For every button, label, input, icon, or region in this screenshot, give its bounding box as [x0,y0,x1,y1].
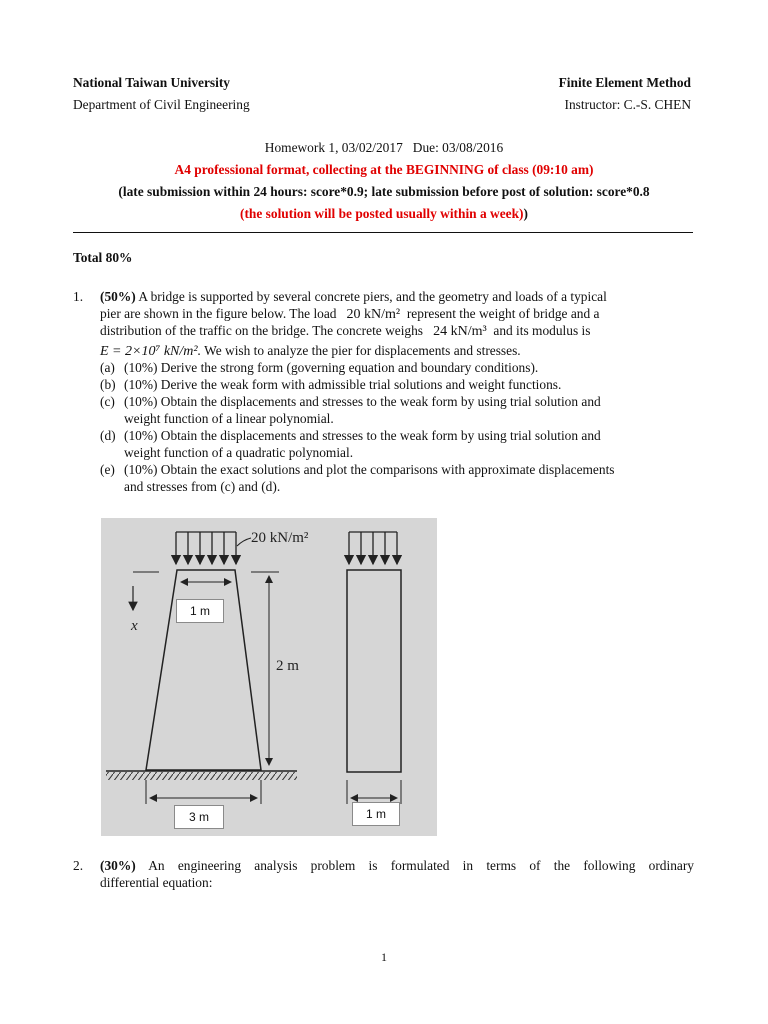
part-a [100,360,538,377]
pier-figure [101,518,437,836]
problem1-text-2b: represent the weight of bridge and a [406,306,600,321]
part-b-label: (b) [100,377,116,392]
load-arrows-right [349,532,397,564]
instructor-name: Instructor: C.-S. CHEN [564,97,691,112]
ground-hatch [106,772,297,780]
problem1-number: 1. [73,289,84,304]
load-leader-line [237,538,251,546]
late-policy: (late submission within 24 hours: score*0.9; late submission before post of solution: score*0.8 [118,184,650,199]
load-arrows-left [176,532,236,564]
problem2-weight: (30%) [100,858,136,873]
pier-diagram [101,518,437,836]
problem2-number: 2. [73,858,84,873]
side-width-callout: 1 m [352,802,400,826]
part-d-cont: weight function of a quadratic polynomial. [124,445,354,460]
part-c-text: (10%) Obtain the displacements and stresses to the weak form by using trial solution and [124,394,601,409]
problem2-line1 [100,858,694,875]
part-c-label: (c) [100,394,115,409]
load-label: 20 kN/m² [251,530,309,546]
department-name: Department of Civil Engineering [73,97,250,112]
problem1-line1 [100,289,694,306]
course-title: Finite Element Method [558,75,691,90]
modulus-value: E = 2×10⁷ kN/m². [100,344,202,359]
side-rectangle [347,570,401,772]
part-d-text: (10%) Obtain the displacements and stresses to the weak form by using trial solution and [124,428,601,443]
bottom-width-callout: 3 m [174,805,224,829]
problem1-line2 [100,306,694,324]
problem1-text-4b: We wish to analyze the pier for displacements and stresses. [204,343,521,358]
height-label: 2 m [276,658,299,674]
top-width-callout: 1 m [176,599,224,623]
problem1-text-1: A bridge is supported by several concrete piers, and the geometry and loads of a typical [138,289,607,304]
solution-note: (the solution will be posted usually within a week) [240,206,524,221]
part-d-label: (d) [100,428,116,443]
page-number: 1 [381,950,387,964]
problem2-text-1: An engineering analysis problem is formulated in terms of the following ordinary [148,858,694,873]
solution-close-paren: ) [523,206,528,221]
university-name: National Taiwan University [73,75,230,90]
homework-line: Homework 1, 03/02/2017 Due: 03/08/2016 [264,140,504,155]
density-value: 24 kN/m³ [433,324,487,339]
part-e-text: (10%) Obtain the exact solutions and plot the comparisons with approximate displacements [124,462,615,477]
format-note: A4 professional format, collecting at the BEGINNING of class (09:10 am) [174,162,594,177]
problem1-line3 [100,323,694,341]
part-c [100,394,601,411]
part-e [100,462,615,479]
problem1-text-3a: distribution of the traffic on the bridge. The concrete weighs [100,323,424,338]
total-score: Total 80% [73,250,133,265]
part-e-label: (e) [100,462,115,477]
solution-line [0,206,768,222]
part-a-text: (10%) Derive the strong form (governing equation and boundary conditions). [124,360,539,375]
problem1-weight: (50%) [100,289,136,304]
problem1-line4 [100,343,694,361]
header-divider [73,232,693,233]
part-a-label: (a) [100,360,115,375]
problem1-text-3b: and its modulus is [493,323,591,338]
part-e-cont: and stresses from (c) and (d). [124,479,281,494]
x-label: x [131,618,138,634]
part-c-cont: weight function of a linear polynomial. [124,411,334,426]
problem1-text-2a: pier are shown in the figure below. The load [100,306,337,321]
part-b [100,377,561,394]
problem2-line2: differential equation: [100,875,213,890]
load-value: 20 kN/m² [346,307,401,322]
part-b-text: (10%) Derive the weak form with admissible trial solutions and weight functions. [124,377,562,392]
part-d [100,428,601,445]
